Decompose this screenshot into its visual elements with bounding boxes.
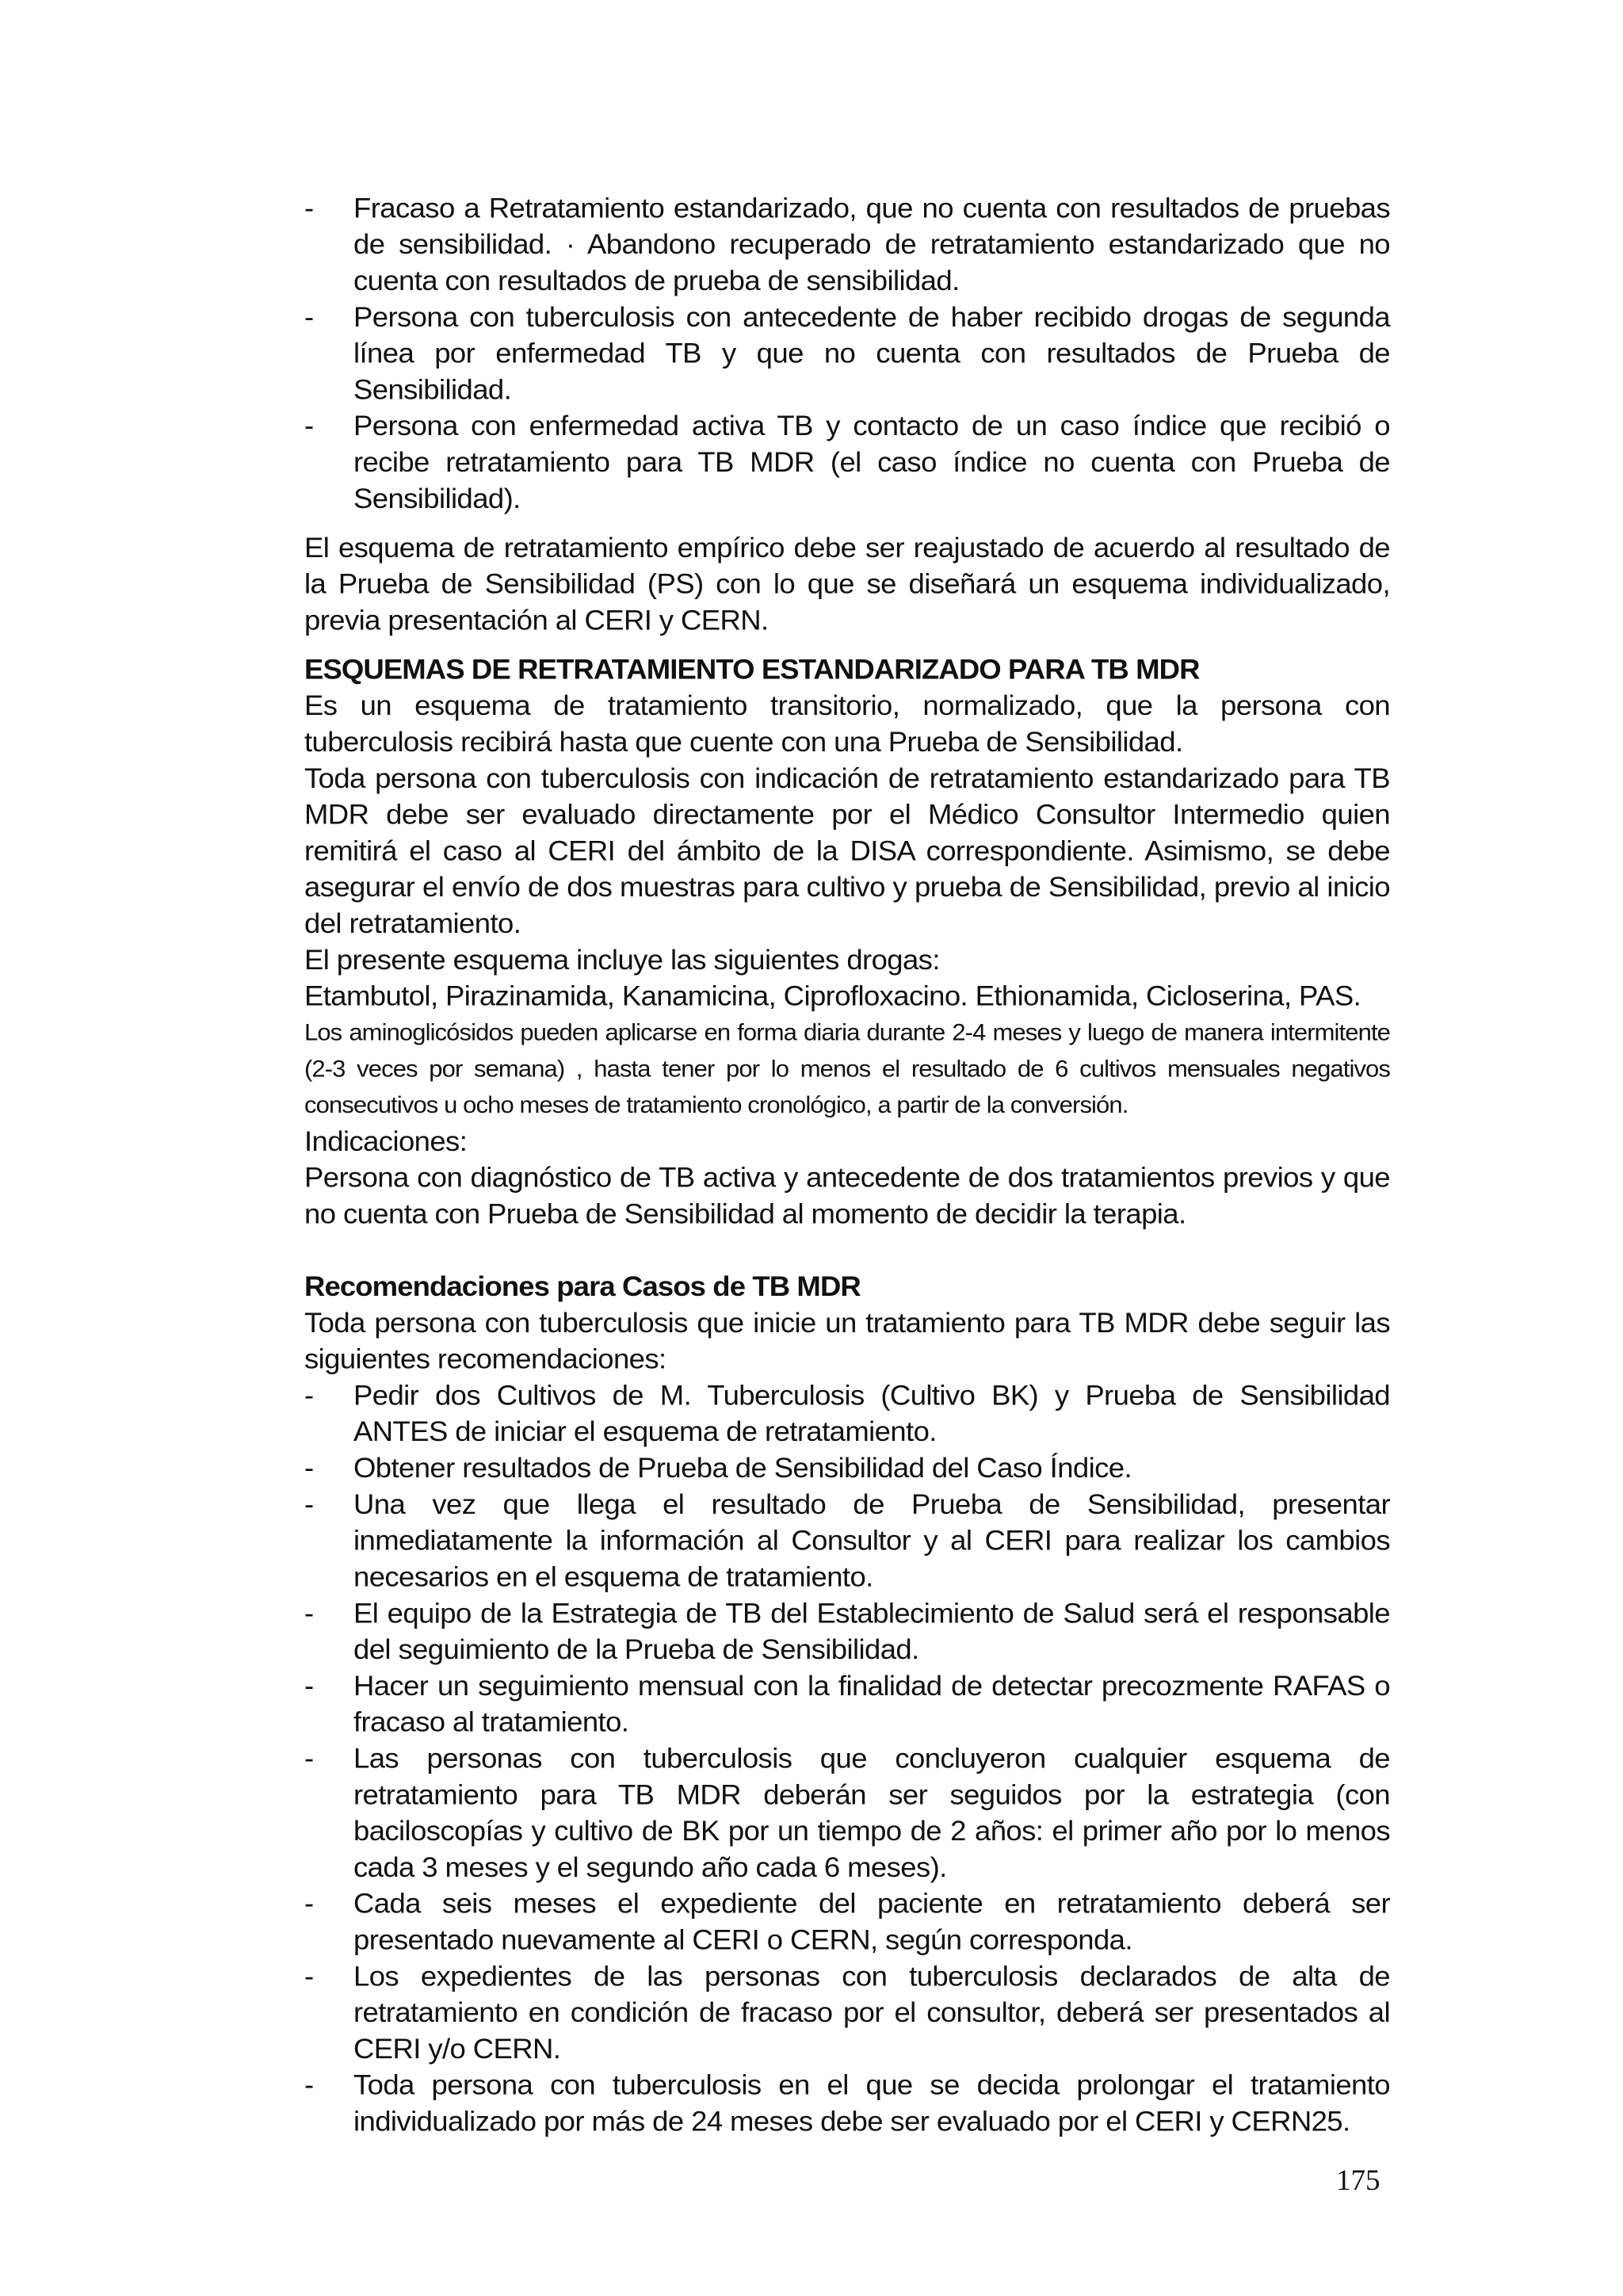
list-dash: - — [304, 1379, 314, 1412]
list-dash: - — [304, 410, 314, 441]
document-page — [304, 190, 1390, 2140]
list-item: - Hacer un seguimiento mensual con la finalidad de detectar precozmente RAFAS o fracaso al tratamiento. — [304, 1668, 1390, 1741]
list-item: - Las personas con tuberculosis que concluyeron cualquier esquema de retratamiento para TB MDR deberán ser seguidos por la estrategia (con baciloscopías y cultivo de BK por un tiempo de 2 años: el primer año por lo menos cada 3 meses y el segundo año cada 6 meses). — [304, 1740, 1390, 1885]
list-item: - Persona con tuberculosis con antecedente de haber recibido drogas de segunda línea por enfermedad TB y que no cuenta con resultados de Prueba de Sensibilidad. — [304, 299, 1390, 407]
list-dash: - — [304, 1670, 314, 1702]
list-dash: - — [304, 192, 314, 223]
indicaciones-label: Indicaciones: — [304, 1125, 468, 1157]
list-item: - El equipo de la Estrategia de TB del Establecimiento de Salud será el responsable del seguimiento de la Prueba de Sensibilidad. — [304, 1595, 1390, 1668]
list-item: - Una vez que llega el resultado de Prueba de Sensibilidad, presentar inmediatamente la información al Consultor y al CERI para realizar los cambios necesarios en el esquema de tratamiento. — [304, 1486, 1390, 1595]
list-dash: - — [304, 2069, 314, 2101]
intro-list — [304, 190, 1390, 517]
list-dash: - — [304, 1597, 314, 1629]
empirico-paragraph: El esquema de retratamiento empírico debe ser reajustado de acuerdo al resultado de la Prueba de Sensibilidad (PS) con lo que se diseñará un esquema individualizado, previa presentación al CERI y CERN. — [304, 532, 1390, 636]
list-dash: - — [304, 1452, 314, 1484]
paragraph: Es un esquema de tratamiento transitorio, normalizado, que la persona con tuberculosis recibirá hasta que cuente con una Prueba de Sensibilidad. — [304, 690, 1390, 758]
recomendaciones-list — [304, 1377, 1390, 2140]
recomendaciones-intro: Toda persona con tuberculosis que inicie un tratamiento para TB MDR debe seguir las siguientes recomendaciones: — [304, 1307, 1390, 1375]
page-number: 175 — [1336, 2164, 1381, 2197]
list-item: - Toda persona con tuberculosis en el que se decida prolongar el tratamiento individualizado por más de 24 meses debe ser evaluado por el CERI y CERN25. — [304, 2067, 1390, 2140]
list-dash: - — [304, 1960, 314, 1992]
list-dash: - — [304, 1742, 314, 1775]
list-dash: - — [304, 1888, 314, 1920]
list-dash: - — [304, 1488, 314, 1520]
list-item: - Los expedientes de las personas con tuberculosis declarados de alta de retratamiento en condición de fracaso por el consultor, deberá ser presentados al CERI y/o CERN. — [304, 1958, 1390, 2067]
paragraph: El presente esquema incluye las siguientes drogas: — [304, 944, 940, 976]
drug-list-paragraph: Etambutol, Pirazinamida, Kanamicina, Ciprofloxacino. Ethionamida, Cicloserina, PAS. — [304, 980, 1361, 1012]
list-item: - Obtener resultados de Prueba de Sensibilidad del Caso Índice. — [304, 1450, 1390, 1487]
list-item: - Persona con enfermedad activa TB y contacto de un caso índice que recibió o recibe retratamiento para TB MDR (el caso índice no cuenta con Prueba de Sensibilidad). — [304, 408, 1390, 517]
indicaciones-text: Persona con diagnóstico de TB activa y antecedente de dos tratamientos previos y que no cuenta con Prueba de Sensibilidad al momento de decidir la terapia. — [304, 1162, 1390, 1230]
list-item: - Fracaso a Retratamiento estandarizado, que no cuenta con resultados de pruebas de sensibilidad. · Abandono recuperado de retratamiento estandarizado que no cuenta con resultados de prueba de sensibilidad. — [304, 190, 1390, 299]
section-heading-recomendaciones: Recomendaciones para Casos de TB MDR — [304, 1270, 861, 1302]
paragraph: Toda persona con tuberculosis con indicación de retratamiento estandarizado para TB MDR debe ser evaluado directamente por el Médico Consultor Intermedio quien remitirá el caso al CERI del ámbito de la DISA correspondiente. Asimismo, se debe asegurar el envío de dos muestras para cultivo y prueba de Sensibilidad, previo al inicio del retratamiento. — [304, 762, 1390, 939]
aminoglycoside-note: Los aminoglicósidos pueden aplicarse en forma diaria durante 2-4 meses y luego de manera intermitente (2-3 veces por semana) , hasta tener por lo menos el resultado de 6 cultivos mensuales negativos consecutivos u ocho meses de tratamiento cronológico, a partir de la conversión. — [304, 1018, 1390, 1118]
list-dash: - — [304, 301, 314, 333]
list-item: - Pedir dos Cultivos de M. Tuberculosis (Cultivo BK) y Prueba de Sensibilidad ANTES de iniciar el esquema de retratamiento. — [304, 1377, 1390, 1450]
section-heading-estandarizado: ESQUEMAS DE RETRATAMIENTO ESTANDARIZADO PARA TB MDR — [304, 653, 1200, 686]
list-item: - Cada seis meses el expediente del paciente en retratamiento deberá ser presentado nuevamente al CERI o CERN, según corresponda. — [304, 1885, 1390, 1958]
